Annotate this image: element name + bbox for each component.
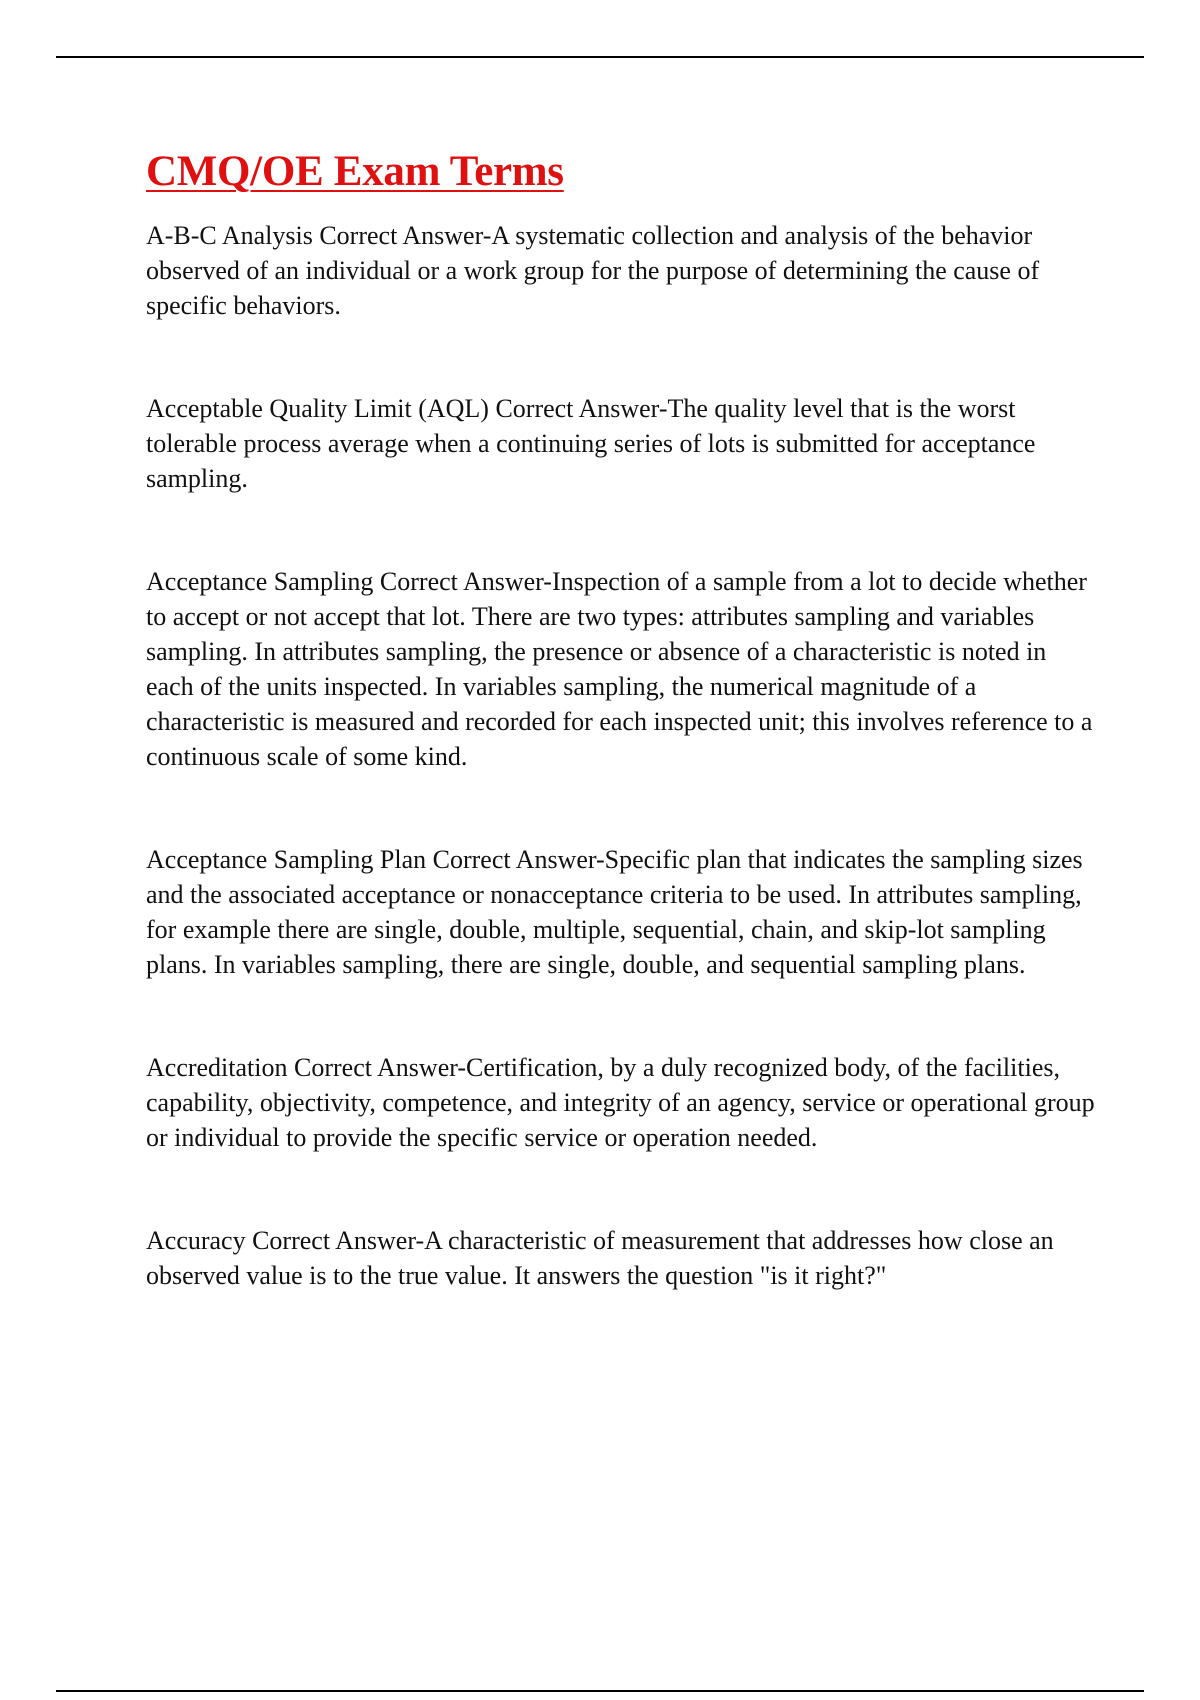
term-entry: Acceptance Sampling Correct Answer-Inspection of a sample from a lot to decide whether to accept or not accept that lot. There are two types: attributes sampling and variables sampling. In attributes sampling, the presence or absence of a characteristic is noted in each of the units inspected. In variables sampling, the numerical magnitude of a characteristic is measured and recorded for each inspected unit; this involves reference to a continuous scale of some kind. <box>146 566 1093 771</box>
document-body <box>146 146 1096 1361</box>
term-entry: Accreditation Correct Answer-Certification, by a duly recognized body, of the facilities, capability, objectivity, competence, and integrity of an agency, service or operational group or individual to provide the specific service or operation needed. <box>146 1052 1095 1152</box>
term-entry: A-B-C Analysis Correct Answer-A systematic collection and analysis of the behavior observed of an individual or a work group for the purpose of determining the cause of specific behaviors. <box>146 220 1040 320</box>
term-entry: Acceptable Quality Limit (AQL) Correct Answer-The quality level that is the worst tolerable process average when a continuing series of lots is submitted for acceptance sampling. <box>146 393 1036 493</box>
footer-rule <box>56 1690 1144 1692</box>
header-rule <box>56 56 1144 58</box>
document-title: CMQ/OE Exam Terms <box>146 148 564 195</box>
term-entry: Accuracy Correct Answer-A characteristic of measurement that addresses how close an observed value is to the true value. It answers the question "is it right?" <box>146 1225 1054 1290</box>
term-entry: Acceptance Sampling Plan Correct Answer-Specific plan that indicates the sampling sizes and the associated acceptance or nonacceptance criteria to be used. In attributes sampling, for example there are single, double, multiple, sequential, chain, and skip-lot sampling plans. In variables sampling, there are single, double, and sequential sampling plans. <box>146 844 1083 979</box>
